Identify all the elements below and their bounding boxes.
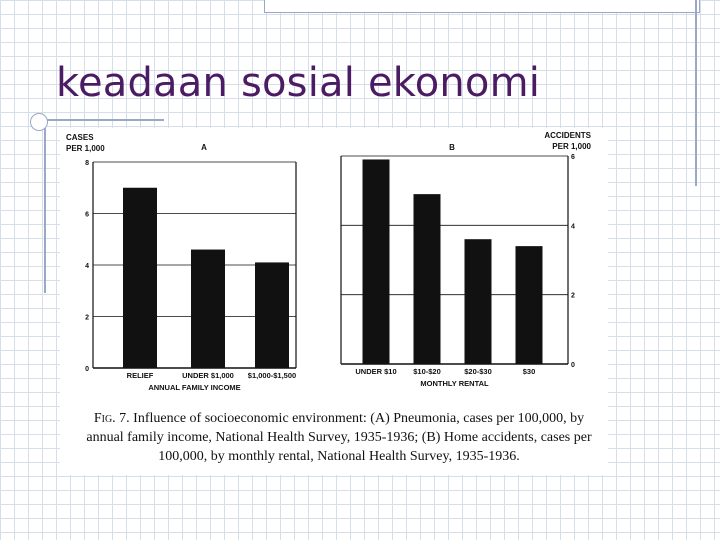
- panel-a-y-tick-label: 4: [85, 263, 89, 270]
- panel-b-bar-1: [363, 159, 390, 364]
- panel-b-letter: B: [449, 143, 455, 152]
- panel-b-y-tick-label: 4: [571, 223, 575, 231]
- panel-a-category-label: $1,000-$1,500: [247, 371, 297, 380]
- decorative-frame-top: [264, 0, 700, 13]
- bar-charts: [60, 128, 608, 408]
- panel-a-category-label: RELIEF: [126, 371, 154, 380]
- panel-a-y-tick-label: 8: [85, 160, 89, 167]
- panel-b-bar-2: [414, 194, 441, 364]
- panel-b-bar-3: [465, 239, 492, 364]
- decorative-line-vertical: [44, 128, 46, 293]
- panel-a-x-axis-title: ANNUAL FAMILY INCOME: [148, 383, 241, 392]
- panel-a-y-tick-label: 2: [85, 314, 89, 322]
- decorative-line-horizontal: [44, 119, 164, 121]
- panel-a-y-tick-label: 6: [85, 211, 89, 219]
- panel-b-y-axis-title: ACCIDENTS: [544, 131, 591, 140]
- panel-b-x-axis-title: MONTHLY RENTAL: [420, 379, 489, 388]
- panel-a-y-axis-title: CASES: [66, 133, 94, 142]
- panel-b-category-label: $30: [522, 367, 536, 376]
- panel-b-category-label: $20-$30: [464, 367, 492, 376]
- slide-title: keadaan sosial ekonomi: [56, 60, 541, 106]
- panel-a-letter: A: [201, 143, 207, 152]
- caption-lead: Fig. 7.: [93, 411, 130, 426]
- panel-b-y-tick-label: 6: [571, 154, 575, 161]
- panel-a-y-tick-label: 0: [85, 366, 89, 373]
- panel-b-y-tick-label: 2: [571, 292, 575, 300]
- panel-b-category-label: $10-$20: [413, 367, 441, 376]
- panel-a-bar-1: [123, 188, 157, 368]
- caption-text: Influence of socioeconomic environment: (A) Pneumonia, cases per 100,000, by annual family income, National Health Survey, 1935-1936; (B) Home accidents, cases per 100,000, by monthly rental, National Health Survey, 1935-1936.: [86, 411, 592, 464]
- panel-b-category-label: UNDER $10: [355, 367, 397, 376]
- decorative-line-right: [695, 0, 697, 186]
- panel-b-bar-4: [516, 246, 543, 364]
- figure-image: [60, 128, 608, 475]
- panel-b-y-tick-label: 0: [571, 362, 575, 369]
- decorative-circle: [30, 113, 48, 131]
- figure-caption: [84, 409, 594, 466]
- panel-a-category-label: UNDER $1,000: [182, 371, 234, 380]
- panel-a-bar-2: [191, 250, 225, 368]
- panel-a-y-axis-title-line2: PER 1,000: [66, 144, 105, 153]
- panel-a-bar-3: [255, 262, 289, 368]
- panel-b-y-axis-title-line2: PER 1,000: [552, 142, 591, 151]
